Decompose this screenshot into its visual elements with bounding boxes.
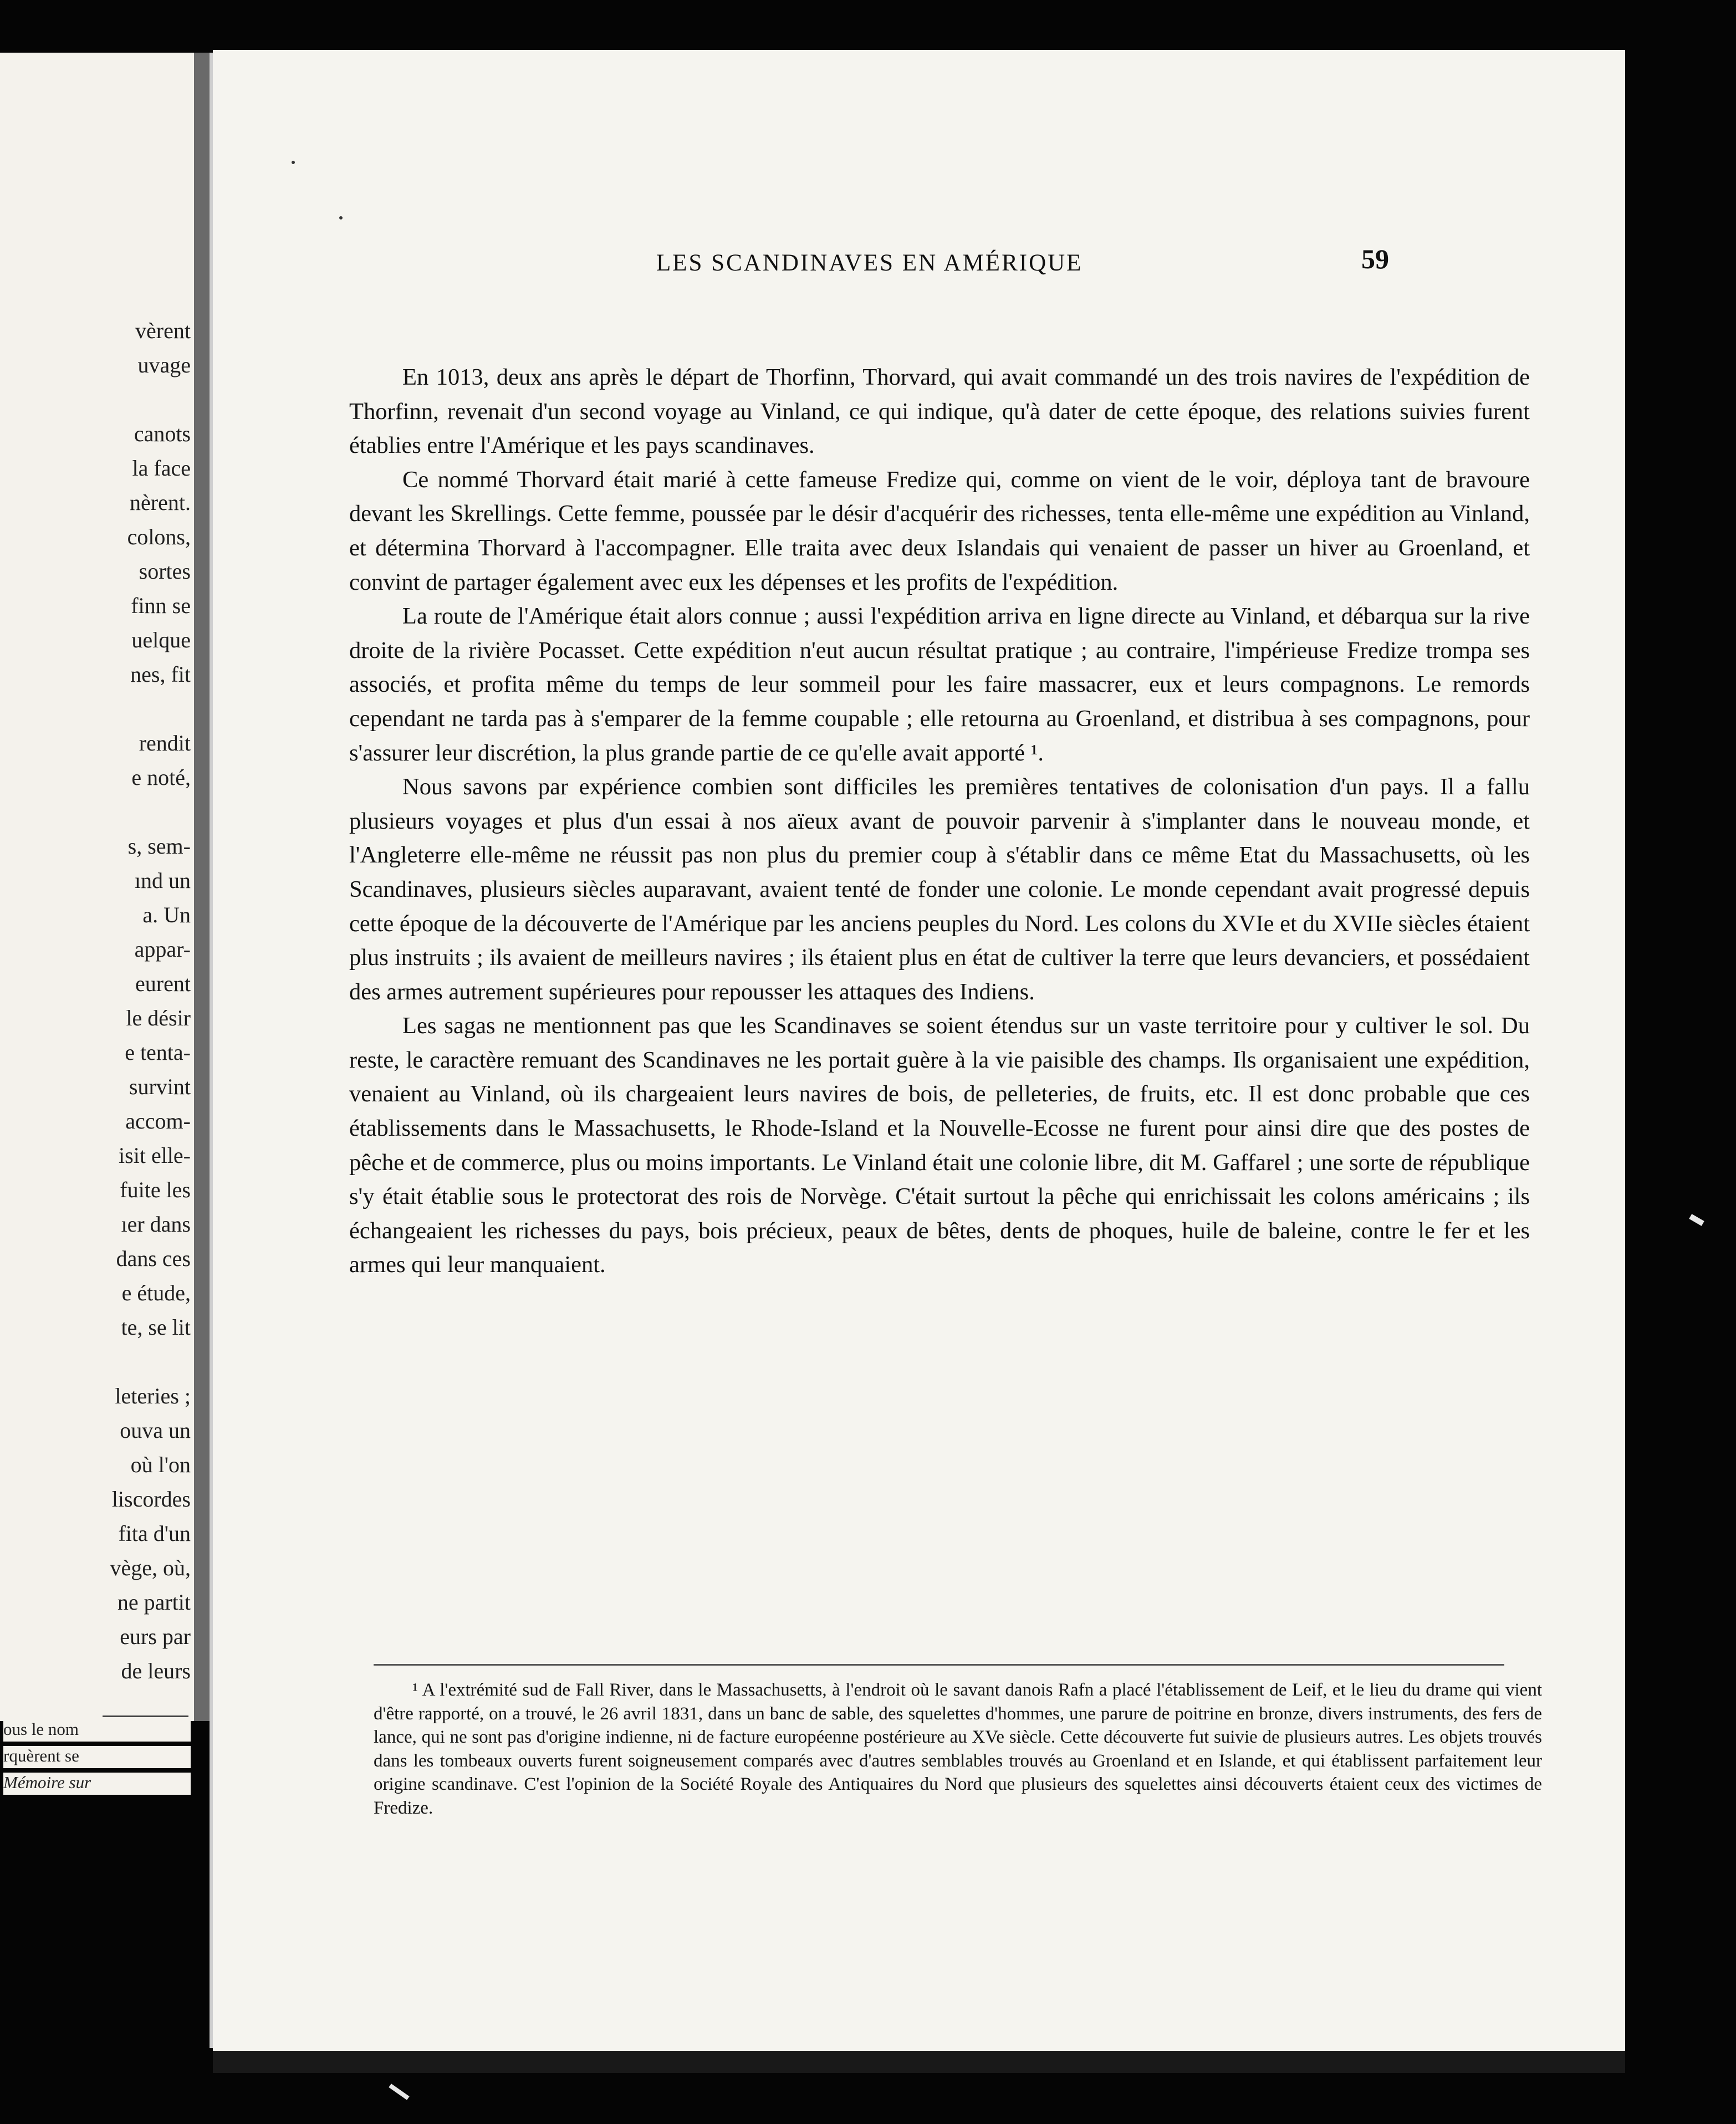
facing-page-line: te, se lit bbox=[121, 1315, 191, 1340]
facing-page-line: ouva un bbox=[120, 1418, 191, 1443]
facing-page-line: vèrent bbox=[135, 318, 191, 343]
facing-page-line: fuite les bbox=[120, 1177, 191, 1202]
facing-page-line: ne partit bbox=[117, 1590, 191, 1615]
facing-page-line: canots bbox=[134, 421, 191, 446]
facing-page-line: de leurs bbox=[121, 1658, 191, 1683]
facing-page-line: isit elle- bbox=[119, 1143, 191, 1168]
paragraph: Ce nommé Thorvard était marié à cette fameuse Fredize qui, comme on vient de le voir, déploya tant de bravoure devant les Skrellings. Cette femme, poussée par le désir d'acquérir des richesses, tenta elle-même une expédition au Vinland, et détermina Thorvard à l'accompagner. Elle traita avec deux Islandais qui venaient de passer un hiver au Groenland, et convint de partager également avec eux les dépenses et les profits de l'expédition. bbox=[349, 466, 1530, 595]
facing-page-line: e noté, bbox=[131, 765, 191, 790]
scan-speck bbox=[389, 2084, 409, 2100]
facing-page-line: nes, fit bbox=[130, 662, 191, 687]
facing-page-line: fita d'un bbox=[118, 1521, 191, 1546]
facing-page-line: eurent bbox=[135, 971, 191, 996]
facing-page-footnote-rule bbox=[103, 1715, 188, 1717]
facing-page-line: uvage bbox=[137, 353, 191, 377]
facing-page-line: uelque bbox=[131, 627, 191, 652]
facing-page-line: a. Un bbox=[142, 902, 191, 927]
body-text bbox=[349, 360, 1530, 1282]
speck bbox=[339, 216, 343, 219]
facing-page-footnote-line: ous le nom bbox=[3, 1719, 191, 1742]
page-shadow bbox=[213, 2051, 1625, 2073]
paragraph: Nous savons par expérience combien sont difficiles les premières tentatives de colonisation d'un pays. Il a fallu plusieurs voyages et plus d'un essai à nos aïeux avant de pouvoir parvenir à s'implanter dans le nouveau monde, et l'Angleterre elle-même ne réussit pas non plus du premier coup à s'établir dans ce même Etat du Massachusetts, où les Scandinaves, plusieurs siècles auparavant, avaient tenté de fonder une colonie. Le monde cependant avait progressé depuis cette époque de la découverte de l'Amérique par les anciens peuples du Nord. Les colons du XVIe et du XVIIe siècles étaient plus instruits ; ils avaient de meilleurs navires ; ils étaient plus en état de cultiver la terre que leurs devanciers, et possédaient des armes autrement supérieures pour repousser les attaques des Indiens. bbox=[349, 774, 1530, 1005]
facing-page-line: eurs par bbox=[120, 1624, 191, 1649]
facing-page-line: ıer dans bbox=[121, 1212, 191, 1237]
footnote-rule bbox=[374, 1664, 1504, 1666]
facing-page-line: ınd un bbox=[134, 868, 191, 893]
facing-page-line: rendit bbox=[139, 731, 191, 755]
paragraph: En 1013, deux ans après le départ de Thorfinn, Thorvard, qui avait commandé un des trois navires de l'expédition de Thorfinn, revenait d'un second voyage au Vinland, ce qui indique, qu'à dater de cette époque, des relations suivies furent établies entre l'Amérique et les pays scandinaves. bbox=[349, 364, 1530, 459]
facing-page-line: leteries ; bbox=[115, 1383, 191, 1408]
facing-page bbox=[0, 53, 194, 1721]
paragraph: La route de l'Amérique était alors connue ; aussi l'expédition arriva en ligne directe au Vinland, et débarqua sur la rive droite de la rivière Pocasset. Cette expédition n'eut aucun résultat pratique ; au contraire, l'impérieuse Fredize trompa ses associés, et profita même du temps de leur sommeil pour les faire massacrer, eux et leurs compagnons. Le remords cependant ne tarda pas à s'emparer de la femme coupable ; elle retourna au Groenland, et distribua à ses compagnons, pour s'assurer leur discrétion, la plus grande partie de ce qu'elle avait apporté ¹. bbox=[349, 603, 1530, 766]
facing-page-line: vège, où, bbox=[110, 1555, 191, 1580]
facing-page-line: la face bbox=[132, 456, 191, 481]
facing-page-line: s, sem- bbox=[127, 834, 191, 859]
paragraph: Les sagas ne mentionnent pas que les Scandinaves se soient étendus sur un vaste territoire pour y cultiver le sol. Du reste, le caractère remuant des Scandinaves ne les portait guère à la vie paisible des champs. Ils organisaient une expédition, venaient au Vinland, où ils chargeaient leurs navires de bois, de pelleteries, de fruits, etc. Il est donc probable que ces établissements dans le Massachusetts, le Rhode-Island et la Nouvelle-Ecosse ne furent pour ainsi dire que des postes de pêche et de commerce, plus ou moins importants. Le Vinland était une colonie libre, dit M. Gaffarel ; une sorte de république s'y était établie sous le protectorat des rois de Norvège. C'était surtout la pêche qui enrichissait les colons américains ; ils échangeaient les richesses du pays, bois précieux, peaux de bêtes, dents de phoques, huile de baleine, contre le fer et les armes qui leur manquaient. bbox=[349, 1013, 1530, 1278]
facing-page-footnote-line: rquèrent se bbox=[3, 1746, 191, 1768]
facing-page-line: appar- bbox=[134, 937, 191, 962]
facing-page-line: accom- bbox=[125, 1109, 191, 1134]
facing-page-line: nèrent. bbox=[130, 490, 191, 515]
facing-page-line: survint bbox=[129, 1074, 191, 1099]
facing-page-line: finn se bbox=[131, 593, 191, 618]
binding-gutter bbox=[194, 53, 210, 1721]
page-number: 59 bbox=[1361, 243, 1389, 274]
book-page bbox=[213, 50, 1625, 2051]
running-title: LES SCANDINAVES EN AMÉRIQUE bbox=[656, 250, 1083, 276]
facing-page-line: dans ces bbox=[116, 1246, 191, 1271]
facing-page-footnote-line: Mémoire sur bbox=[3, 1773, 191, 1795]
footnote: ¹ A l'extrémité sud de Fall River, dans le Massachusetts, à l'endroit où le savant danois Rafn a placé l'établissement de Leif, et le lieu du drame qui vient d'être rapporté, on a trouvé, le 26 avril 1831, dans un banc de sable, des squelettes d'hommes, une parure de poitrine en bronze, divers instruments, des fers de lance, qui ne sont pas d'origine indienne, ni de facture européenne postérieure au XVe siècle. Cette découverte fut suivie de plusieurs autres. Les objets trouvés dans les tombeaux ouverts furent soigneusement comparés avec d'autres semblables trouvés au Groenland et en Islande, et qui établissent parfaitement leur origine scandinave. C'est l'opinion de la Société Royale des Antiquaires du Nord que plusieurs des squelettes ainsi découverts étaient ceux des victimes de Fredize. bbox=[374, 1680, 1542, 1818]
facing-page-line: où l'on bbox=[130, 1452, 191, 1477]
facing-page-line: colons, bbox=[127, 524, 191, 549]
facing-page-line: e étude, bbox=[121, 1280, 191, 1305]
facing-page-line: sortes bbox=[139, 559, 191, 584]
facing-page-line: e tenta- bbox=[125, 1040, 191, 1065]
speck bbox=[292, 161, 295, 164]
facing-page-line: le désir bbox=[126, 1005, 191, 1030]
scan-speck bbox=[1689, 1214, 1704, 1226]
facing-page-line: liscordes bbox=[111, 1487, 191, 1512]
